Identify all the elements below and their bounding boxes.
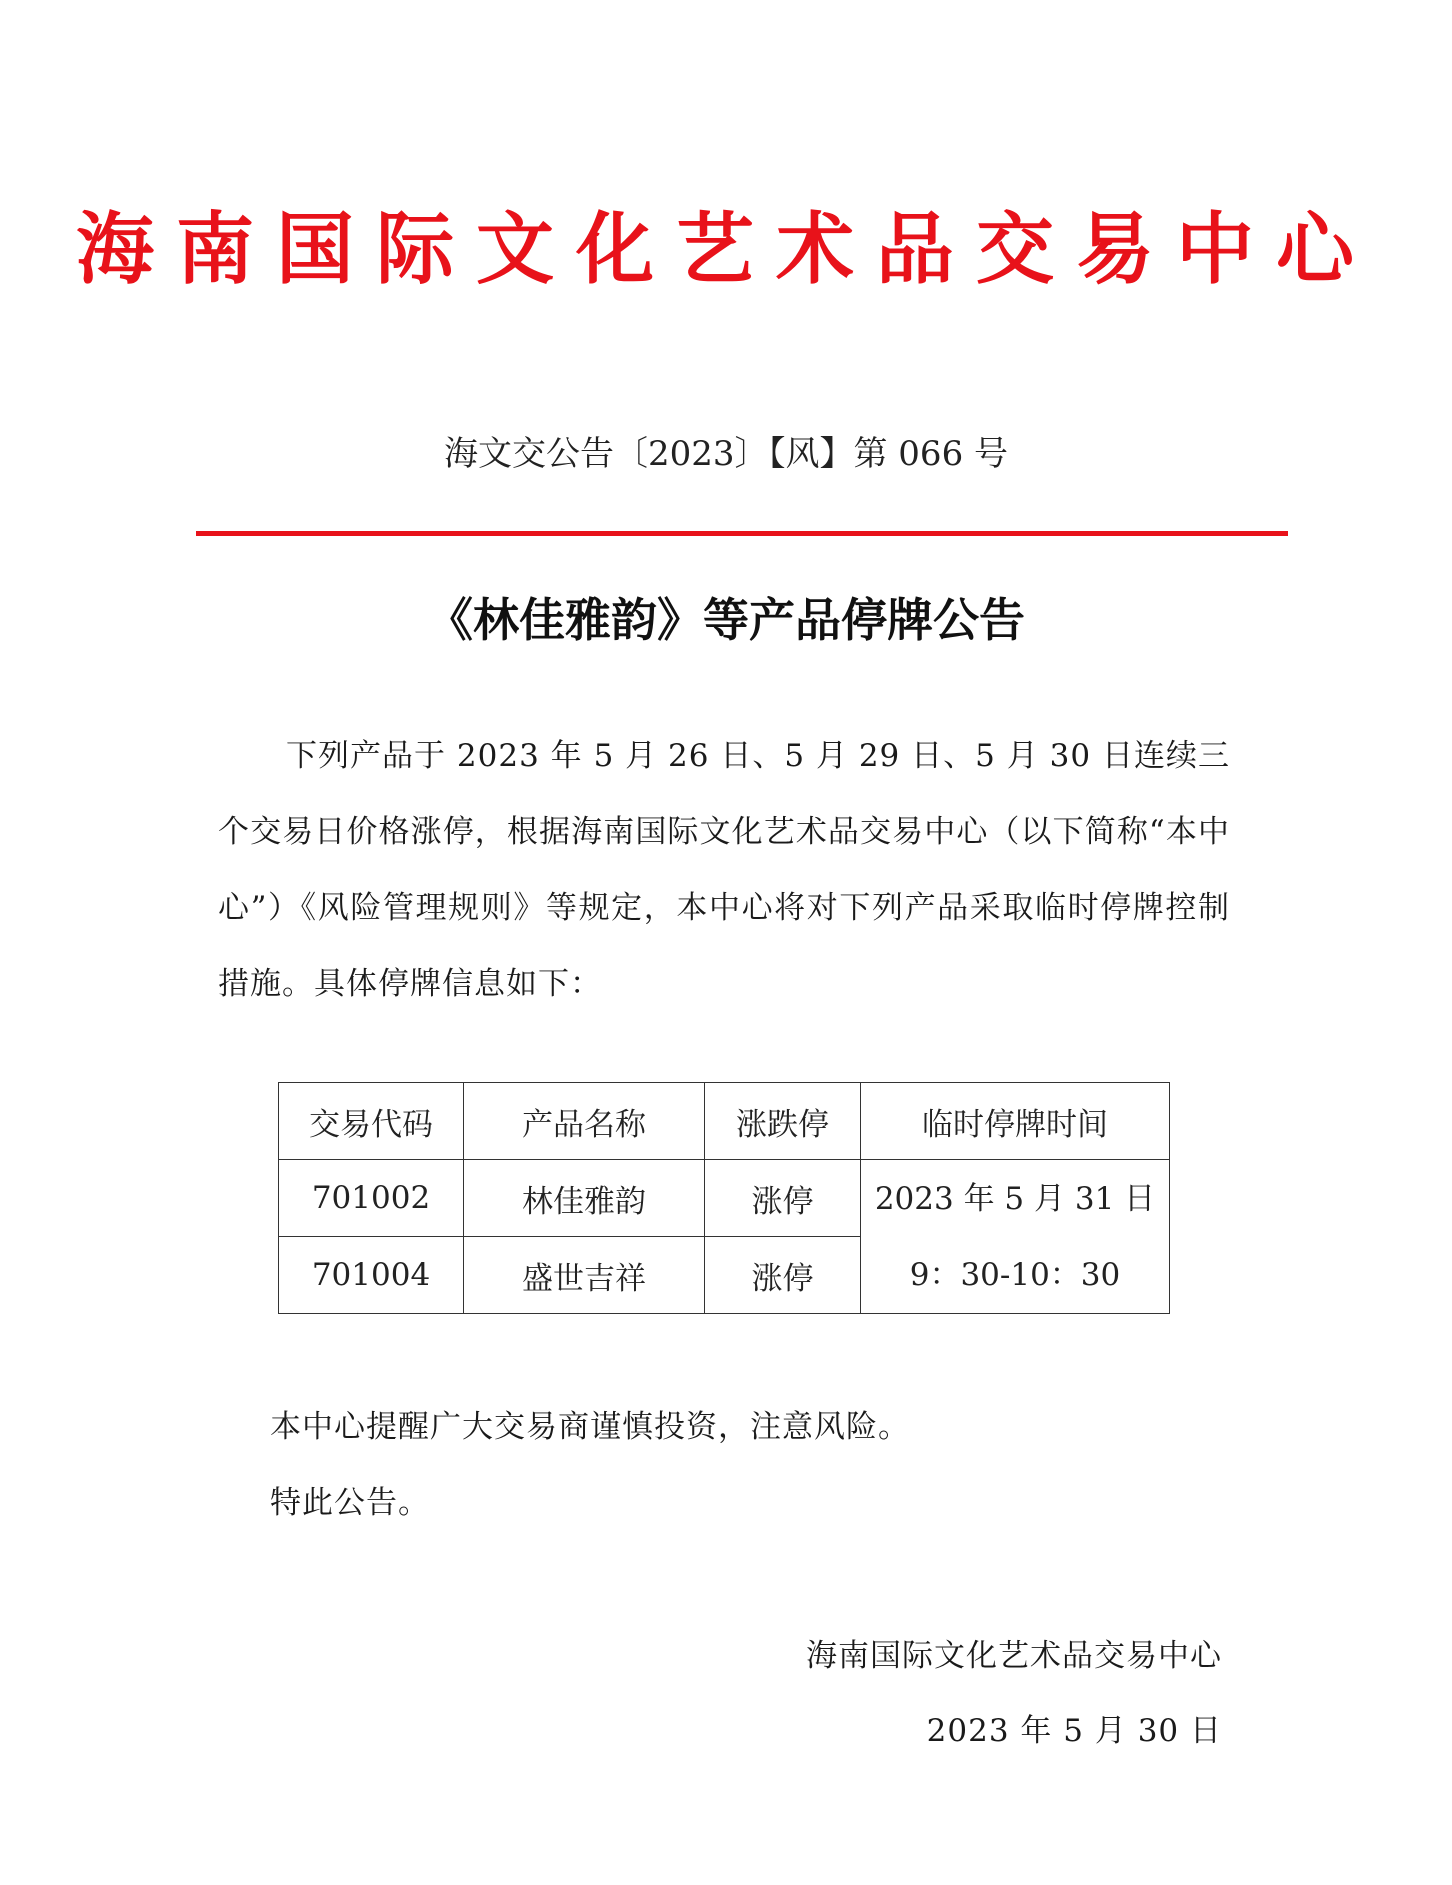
- closing-statement: 特此公告。: [270, 1485, 430, 1521]
- suspension-hours: 9：30-10：30: [909, 1256, 1121, 1293]
- cell-product-name: 盛世吉祥: [464, 1237, 705, 1314]
- document-title: 《林佳雅韵》等产品停牌公告: [427, 593, 1025, 647]
- cell-limit-status: 涨停: [705, 1237, 861, 1314]
- cell-trade-code: 701004: [279, 1237, 464, 1314]
- cell-product-name: 林佳雅韵: [464, 1160, 705, 1237]
- suspension-date: 2023 年 5 月 31 日: [874, 1180, 1156, 1217]
- red-divider: [196, 531, 1288, 536]
- cell-suspension-time: [861, 1160, 1170, 1314]
- cell-limit-status: 涨停: [705, 1160, 861, 1237]
- header-limit-status: 涨跌停: [705, 1083, 861, 1160]
- document-number: 海文交公告〔2023〕【风】第 066 号: [443, 434, 1009, 474]
- organization-header: 海南国际文化艺术品交易中心: [75, 205, 1376, 295]
- table-header-row: [279, 1083, 1170, 1160]
- header-trade-code: 交易代码: [279, 1083, 464, 1160]
- signature-organization: 海南国际文化艺术品交易中心: [806, 1638, 1222, 1674]
- suspension-table: [278, 1082, 1170, 1314]
- signature-date: 2023 年 5 月 30 日: [926, 1713, 1222, 1749]
- table-row: [279, 1160, 1170, 1237]
- header-suspension-time: 临时停牌时间: [861, 1083, 1170, 1160]
- body-paragraph: 下列产品于 2023 年 5 月 26 日、5 月 29 日、5 月 30 日连续三个交易日价格涨停，根据海南国际文化艺术品交易中心（以下简称“本中心”）《风险管理规则》等规定，本中心将对下列产品采取临时停牌控制措施。具体停牌信息如下：: [218, 738, 1230, 1002]
- header-product-name: 产品名称: [464, 1083, 705, 1160]
- risk-reminder: 本中心提醒广大交易商谨慎投资，注意风险。: [270, 1409, 910, 1445]
- cell-trade-code: 701002: [279, 1160, 464, 1237]
